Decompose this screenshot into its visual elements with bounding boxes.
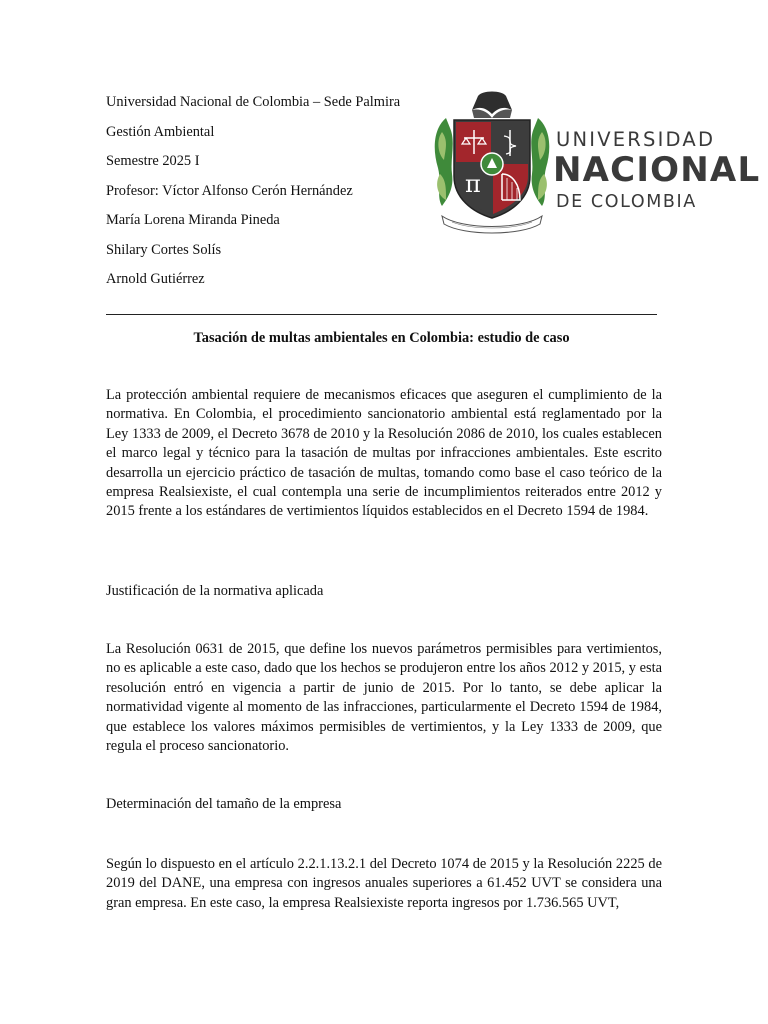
header-university: Universidad Nacional de Colombia – Sede Palmira [106,94,401,110]
header-professor: Profesor: Víctor Alfonso Cerón Hernández [106,182,353,199]
header-info [106,92,426,299]
horizontal-rule [106,314,657,315]
section-paragraph-tamano: Según lo dispuesto en el artículo 2.2.1.13.2.1 del Decreto 1074 de 2015 y la Resolución 2225 de 2019 del DANE, una empresa con ingresos anuales superiores a 61.452 UVT se considera una gran empresa. En este caso, la empresa Realsiexiste reporta ingresos por 1.736.565 UVT, [106,856,662,911]
header-author-3: Arnold Gutiérrez [106,271,205,287]
section-heading-tamano: Determinación del tamaño de la empresa [106,796,342,812]
header-semester: Semestre 2025 I [106,153,200,169]
logo-text-nacional: NACIONAL [553,150,761,190]
logo-text-universidad: UNIVERSIDAD [556,128,716,151]
document-title: Tasación de multas ambientales en Colombia: estudio de caso [193,330,570,346]
header-author-1: María Lorena Miranda Pineda [106,212,280,228]
header-author-2: Shilary Cortes Solís [106,241,222,258]
section-paragraph-normativa: La Resolución 0631 de 2015, que define los nuevos parámetros permisibles para vertimientos, no es aplicable a este caso, dado que los hechos se produjeron entre los años 2012 y 2015, y esta resolución entró en vigencia a partir de junio de 2015. Por lo tanto, se debe aplicar la normatividad vigente al momento de las infracciones, particularmente el Decreto 1594 de 1984, que establece los valores máximos permisibles de vertimientos, y la Ley 1333 de 2009, que regula el proceso sancionatorio. [106,641,662,755]
svg-text:π: π [465,170,481,198]
coat-of-arms-icon [432,88,552,236]
university-logo [432,88,762,236]
section-heading-normativa: Justificación de la normativa aplicada [106,583,324,599]
intro-paragraph: La protección ambiental requiere de mecanismos eficaces que aseguren el cumplimiento de la normativa. En Colombia, el procedimiento sancionatorio ambiental está reglamentado por la Ley 1333 de 2009, el Decreto 3678 de 2010 y la Resolución 2086 de 2010, los cuales establecen el marco legal y técnico para la tasación de multas por infracciones ambientales. Este escrito desarrolla un ejercicio práctico de tasación de multas, tomando como base el caso teórico de la empresa Realsiexiste, el cual contempla una serie de incumplimientos reiterados entre 2012 y 2015 frente a los estándares de vertimientos líquidos establecidos en el Decreto 1594 de 1984. [106,387,662,520]
header-course: Gestión Ambiental [106,123,215,140]
logo-text-de-colombia: DE COLOMBIA [556,192,697,212]
